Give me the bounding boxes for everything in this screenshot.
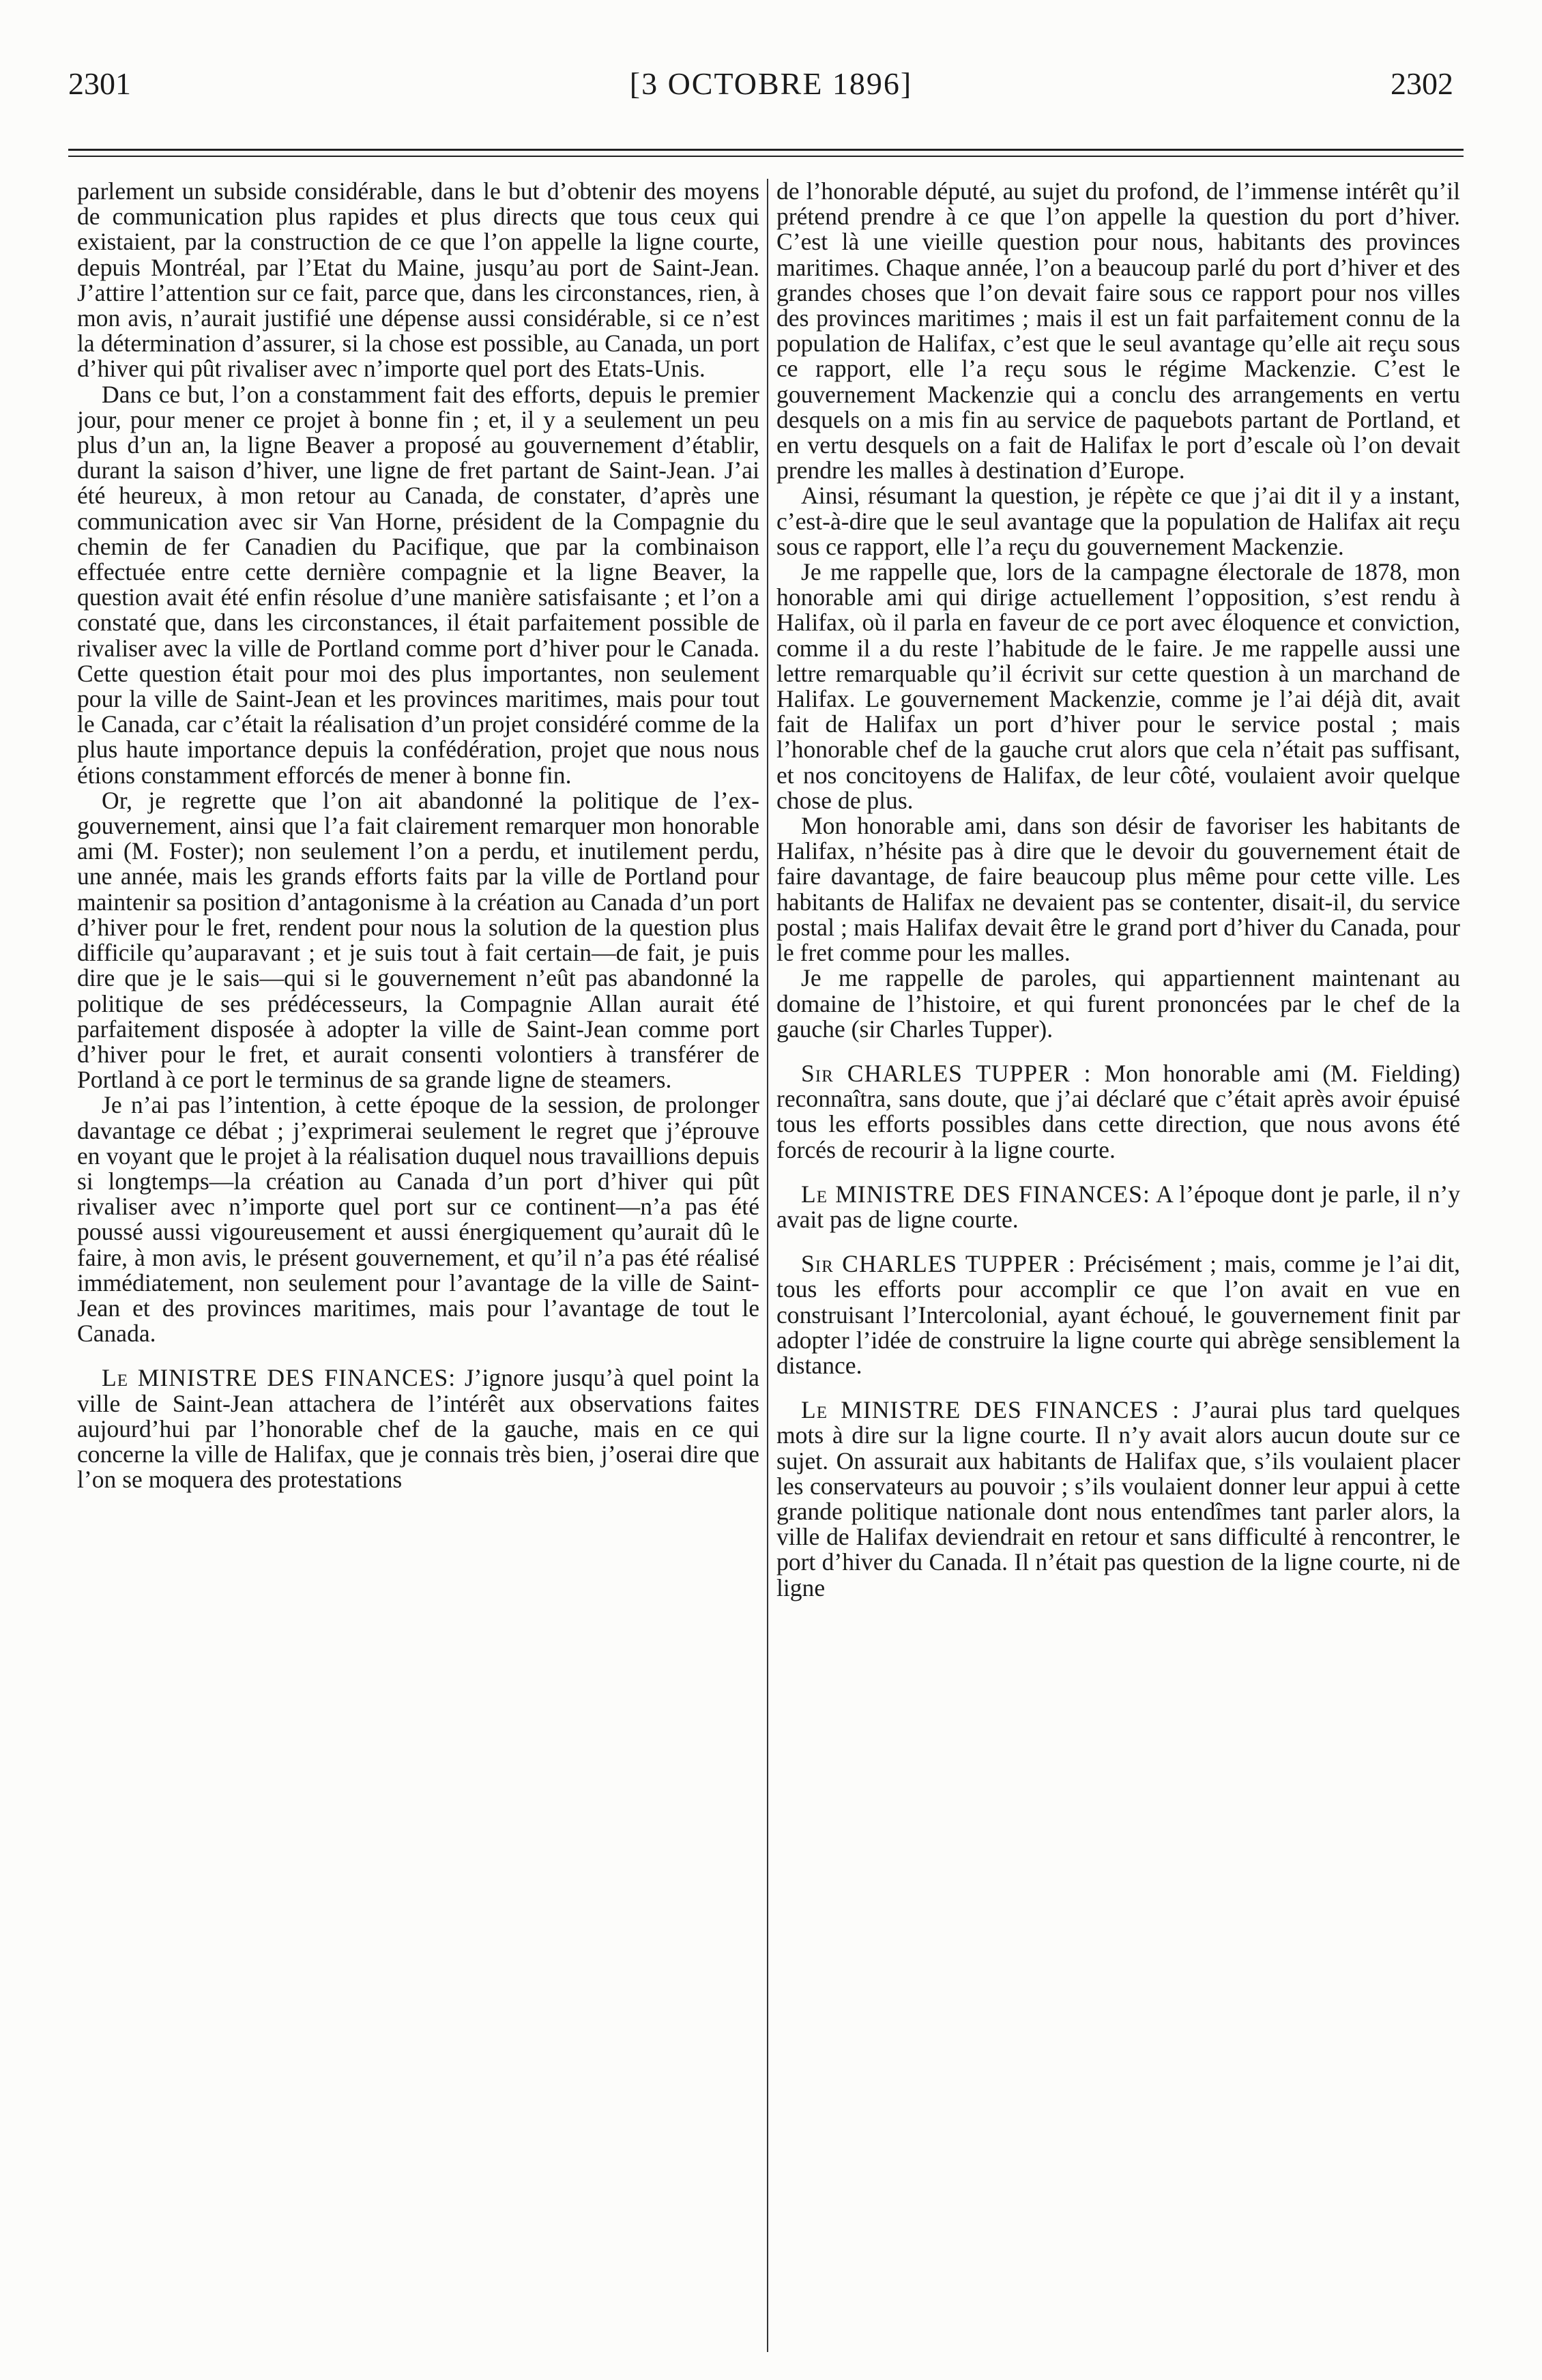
speech-paragraph [776,1061,1460,1163]
paragraph: Je n’ai pas l’intention, à cette époque de la session, de prolonger davantage ce débat ; j’exprimerai seulement le regret que j’éprouve en voyant que le projet à la réalisation duquel nous travaillions depuis si longtemps—la création au Canada d’un port d’hiver qui pût rivaliser avec n’importe quel port sur ce continent—n’a pas été poussé aussi vigoureusement et aussi énergiquement qu’aurait dû le faire, à mon avis, le présent gouvernement, et qu’il n’a pas été réalisé immédiatement, non seulement pour l’avantage de la ville de Saint-Jean et des provinces maritimes, mais pour l’avantage de tout le Canada. [77,1091,759,1348]
speech-text: A l’époque dont je parle, il n’y avait pas de ligne courte. [776,1180,1460,1233]
paragraph: parlement un subside considérable, dans le but d’obtenir des moyens de communication plus rapides et plus directs que tous ceux qui existaient, par la construction de ce que l’on appelle la ligne courte, depuis Montréal, par l’Etat du Maine, jusqu’au port de Saint-Jean. J’attire l’attention sur ce fait, parce que, dans les circonstances, rien, à mon avis, n’aurait justifié une dépense aussi considérable, si ce n’est la détermination d’assurer, si la chose est possible, au Canada, un port d’hiver qui pût rivaliser avec n’importe quel port des Etats-Unis. [77,179,759,383]
page-date: [3 OCTOBRE 1896] [629,66,913,101]
page-header [0,66,1542,120]
paragraph: Dans ce but, l’on a constamment fait des efforts, depuis le premier jour, pour mener ce projet à bonne fin ; et, il y a seulement un peu plus d’un an, la ligne Beaver a proposé au gouvernement d’établir, durant la saison d’hiver, une ligne de fret partant de Saint-Jean. J’ai été heureux, à mon retour au Canada, de constater, d’après une communication avec sir Van Horne, président de la Compagnie du chemin de fer Canadien du Pacifique, que par la combinaison effectuée entre cette dernière compagnie et la ligne Beaver, la question avait été enfin résolue d’une manière satisfaisante ; et l’on a constaté que, dans les circonstances, il était parfaitement possible de rivaliser avec la ville de Portland comme port d’hiver pour le Canada. Cette question était pour moi des plus importantes, non seulement pour la ville de Saint-Jean et les provinces maritimes, mais pour tout le Canada, car c’était la réalisation d’un projet considéré comme de la plus haute importance depuis la confédération, projet que nous nous étions constamment efforcés de mener à bonne fin. [77,380,759,789]
left-column [77,179,759,2352]
paragraph: Je me rappelle de paroles, qui appartiennent maintenant au domaine de l’histoire, et qui furent prononcées par le chef de la gauche (sir Charles Tupper). [776,964,1460,1043]
paragraph: Mon honorable ami, dans son désir de favoriser les habitants de Halifax, n’hésite pas à dire que le devoir du gouvernement était de faire davantage, de faire beaucoup plus même pour cette ville. Les habitants de Halifax ne devaient pas se contenter, disait-il, du service postal ; mais Halifax devait être le grand port d’hiver du Canada, pour le fret comme pour les malles. [776,812,1460,967]
right-column [776,179,1460,2352]
speech-paragraph [776,1182,1460,1232]
column-divider [767,179,768,2352]
paragraph: Or, je regrette que l’on ait abandonné la politique de l’ex-gouvernement, ainsi que l’a fait clairement remarquer mon honorable ami (M. Foster); non seulement l’on a perdu, et inutilement perdu, une année, mais les grands efforts faits par la ville de Portland pour maintenir sa position d’antagonisme à la création au Canada d’un port d’hiver pour le fret, rendent pour nous la solution de la question plus difficile qu’auparavant ; et je suis tout à fait certain—de fait, je puis dire que je le sais—qui si le gouvernement n’eût pas abandonné la politique de ses prédécesseurs, la Compagnie Allan aurait été parfaitement disposée à adopter la ville de Saint-Jean comme port d’hiver pour le fret, et aurait consenti volontiers à transférer de Portland à ce port le terminus de sa grande ligne de steamers. [77,786,759,1094]
speech-paragraph [776,1251,1460,1378]
speech-text: J’aurai plus tard quelques mots à dire sur la ligne courte. Il n’y avait alors aucun doute sur ce sujet. On assurait aux habitants de Halifax que, s’ils voulaient placer les conservateurs au pouvoir ; s’ils voulaient donner leur appui à cette grande politique nationale dont nous entendîmes tant parler alors, la ville de Halifax deviendrait en retour et sans difficulté à rencontrer, le port d’hiver du Canada. Il n’était pas question de la ligne courte, ni de ligne [776,1396,1460,1601]
page-number-right: 2302 [1391,66,1453,101]
page-number-left: 2301 [68,66,131,101]
header-rule-thin [68,156,1464,157]
speaker-name: Sir CHARLES TUPPER : [801,1059,1092,1087]
speech-text: Mon honorable ami (M. Fielding) reconnaîtra, sans doute, que j’ai déclaré que c’était après avoir épuisé tous les efforts possibles dans cette direction, que nous avons été forcés de recourir à la ligne courte. [776,1059,1460,1163]
header-rule [68,149,1464,151]
speech-paragraph [77,1365,759,1492]
paragraph: Ainsi, résumant la question, je répète ce que j’ai dit il y a instant, c’est-à-dire que le seul avantage que la population de Halifax ait reçu sous ce rapport, elle l’a reçu du gouvernement Mackenzie. [776,482,1460,560]
speaker-name: Sir CHARLES TUPPER : [801,1250,1076,1278]
paragraph: Je me rappelle que, lors de la campagne électorale de 1878, mon honorable ami qui dirige actuellement l’opposition, s’est rendu à Halifax, où il parla en faveur de ce port avec éloquence et conviction, comme il a du reste l’habitude de le faire. Je me rappelle aussi une lettre remarquable qu’il écrivit sur cette question à un marchand de Halifax. Le gouvernement Mackenzie, comme je l’ai déjà dit, avait fait de Halifax un port d’hiver pour le service postal ; mais l’honorable chef de la gauche crut alors que cela n’était pas suffisant, et nos concitoyens de Halifax, de leur côté, voulaient avoir quelque chose de plus. [776,558,1460,814]
speech-text: J’ignore jusqu’à quel point la ville de Saint-Jean attachera de l’intérêt aux observations faites aujourd’hui par l’honorable chef de la gauche, mais en ce qui concerne la ville de Halifax, que je connais très bien, j’oserai dire que l’on se moquera des protestations [77,1364,759,1494]
paragraph: de l’honorable député, au sujet du profond, de l’immense intérêt qu’il prétend prendre à ce que l’on appelle la question du port d’hiver. C’est là une vieille question pour nous, habitants des provinces maritimes. Chaque année, l’on a beaucoup parlé du port d’hiver et des grandes choses que l’on devait faire sous ce rapport pour nos villes des provinces maritimes ; mais il est un fait parfaitement connu de la population de Halifax, c’est que le seul avantage qu’elle ait reçu sous ce rapport, elle l’a reçu sous le régime Mackenzie. C’est le gouvernement Mackenzie qui a conclu des arrangements en vertu desquels on a mis fin au service de paquebots partant de Portland, et en vertu desquels on a fait de Halifax le port d’escale où l’on devait prendre les malles à destination d’Europe. [776,179,1460,484]
speech-paragraph [776,1397,1460,1601]
speech-text: Précisément ; mais, comme je l’ai dit, tous les efforts pour accomplir ce que l’on avait en vue en construisant l’Intercolonial, ayant échoué, le gouvernement finit par adopter l’idée de construire la ligne courte qui abrège sensiblement la distance. [776,1250,1460,1379]
speaker-name: Le MINISTRE DES FINANCES: [801,1180,1150,1208]
speaker-name: Le MINISTRE DES FINANCES: [102,1364,456,1392]
speaker-name: Le MINISTRE DES FINANCES : [801,1396,1180,1424]
